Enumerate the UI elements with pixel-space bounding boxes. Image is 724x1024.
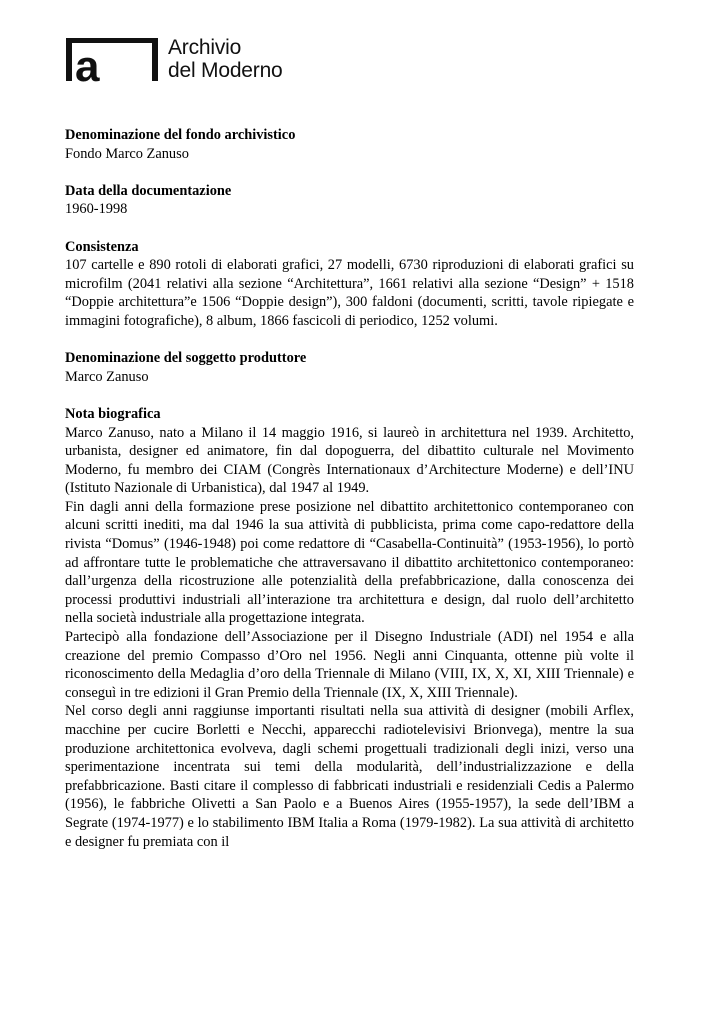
document-body xyxy=(65,126,634,870)
section-consistenza xyxy=(65,238,634,331)
section-denominazione-fondo xyxy=(65,126,634,163)
section-text: 1960-1998 xyxy=(65,201,128,218)
logo-wordmark xyxy=(168,36,283,82)
section-heading: Data della documentazione xyxy=(65,182,232,199)
logo-line-1: Archivio xyxy=(168,36,242,59)
section-heading: Nota biografica xyxy=(65,405,161,422)
section-data-documentazione xyxy=(65,182,634,219)
biography-paragraph: Fin dagli anni della formazione prese posizione nel dibattito architettonico contemporaneo con alcuni scritti inediti, ma dal 1946 la sua attività di pubblicista, prima come capo-redattore della rivista “Domus” (1946-1948) poi come redattore di “Casabella-Continuità” (1953-1956), lo portò ad affrontare tutte le problematiche che attraversavano il dibattito architettonico contemporaneo: dall’urgenza della ricostruzione alle potenzialità della prefabbricazione, dalla conoscenza dei processi produttivi industriali all’interazione tra architettura e design, dal ruolo dell’architetto nella società industriale alla progettazione integrata. xyxy=(65,498,634,627)
section-heading: Denominazione del soggetto produttore xyxy=(65,350,307,367)
svg-text:a: a xyxy=(75,42,100,82)
logo-mark-icon xyxy=(66,37,158,82)
biography-paragraph: Marco Zanuso, nato a Milano il 14 maggio 1916, si laureò in architettura nel 1939. Architetto, urbanista, designer ed animatore, fin dal dopoguerra, del dibattito culturale nel Movimento Moderno, fu membro dei CIAM (Congrès Internationaux d’Architecture Moderne) e dell’INU (Istituto Nazionale di Urbanistica), dal 1947 al 1949. xyxy=(65,424,634,497)
section-heading: Denominazione del fondo archivistico xyxy=(65,127,296,143)
section-soggetto-produttore xyxy=(65,349,634,386)
section-heading: Consistenza xyxy=(65,238,139,255)
biography-paragraph: Partecipò alla fondazione dell’Associazione per il Disegno Industriale (ADI) nel 1954 e alla creazione del premio Compasso d’Oro nel 1956. Negli anni Cinquanta, ottenne più volte il riconoscimento della Medaglia d’oro della Triennale di Milano (VIII, IX, X, XI, XIII Triennale) e conseguì in tre edizioni il Gran Premio della Triennale (IX, X, XIII Triennale). xyxy=(65,629,634,701)
biography-paragraph: Nel corso degli anni raggiunse importanti risultati nella sua attività di designer (mobili Arflex, macchine per cucire Borletti e Necchi, apparecchi radiotelevisivi Brionvega), mentre la sua produzione architettonica evolveva, dagli schemi progettuali tradizionali degli inizi, verso una sperimentazione incentrata sui temi della modularità, dell’industrializzazione e della prefabbricazione. Basti citare il complesso di fabbricati industriali e residenziali Cedis a Palermo (1956), le fabbriche Olivetti a San Paolo e a Buenos Aires (1955-1957), la sede dell’IBM a Segrate (1974-1977) e lo stabilimento IBM Italia a Roma (1979-1982). La sua attività di architetto e designer fu premiata con il xyxy=(65,703,634,850)
logo-line-2: del Moderno xyxy=(168,59,283,82)
section-text: 107 cartelle e 890 rotoli di elaborati grafici, 27 modelli, 6730 riproduzioni di elaborati grafici su microfilm (2041 relativi alla sezione “Architettura”, 1661 relativi alla sezione “Design” + 1518 “Doppie architettura”e 1506 “Doppie design”), 300 faldoni (documenti, scritti, tavole ripiegate e immagini fotografiche), 8 album, 1866 fascicoli di periodico, 1252 volumi. xyxy=(65,257,634,329)
section-text: Marco Zanuso xyxy=(65,368,149,385)
section-nota-biografica xyxy=(65,405,634,851)
archivio-del-moderno-logo xyxy=(66,37,326,83)
section-text: Fondo Marco Zanuso xyxy=(65,145,189,162)
